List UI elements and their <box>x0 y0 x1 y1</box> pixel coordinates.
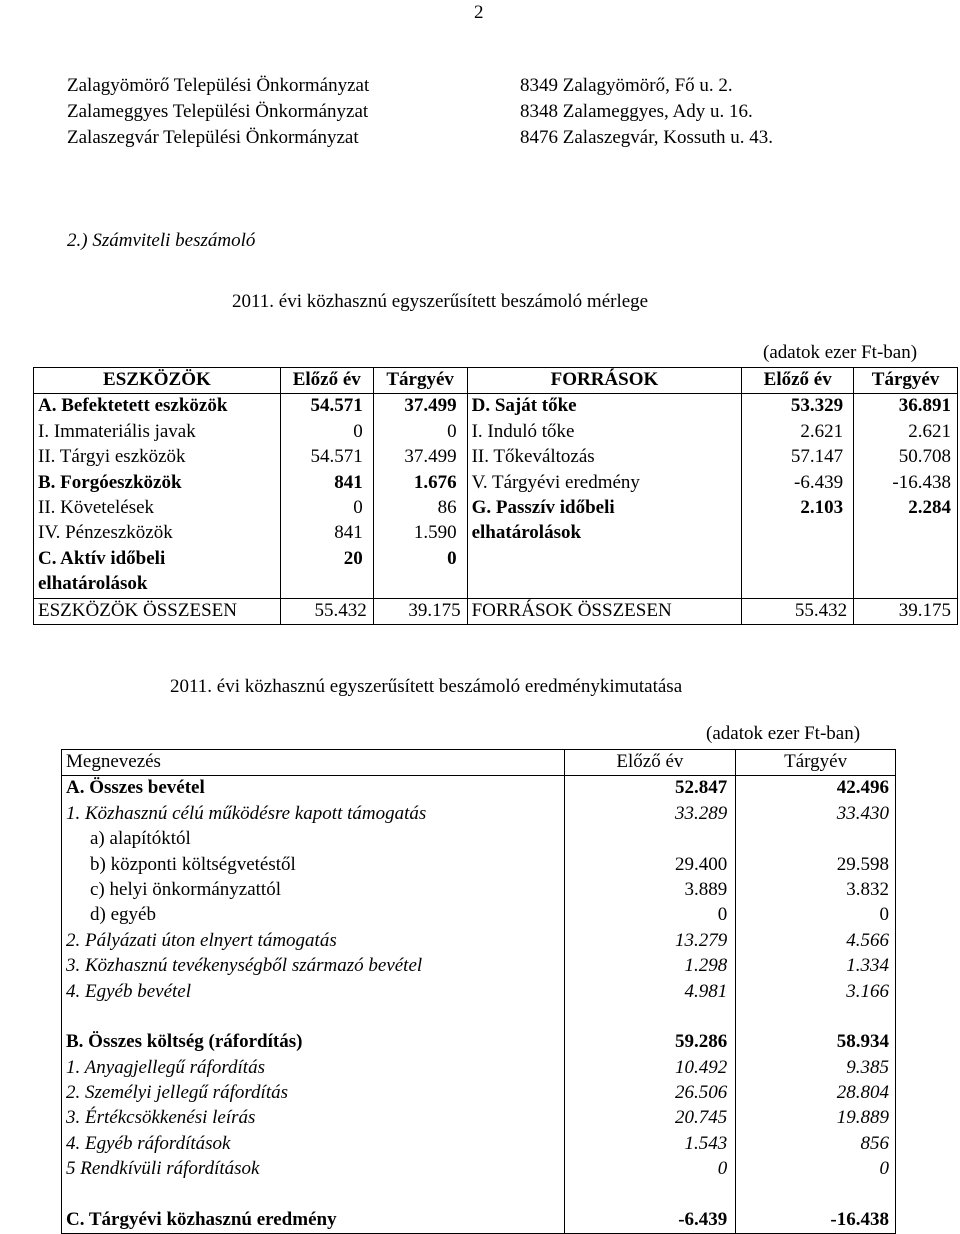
header-prev-year: Előző év <box>564 750 736 776</box>
liability-label: elhatárolások <box>467 521 742 546</box>
asset-curr <box>373 572 467 598</box>
asset-label: II. Tárgyi eszközök <box>34 445 281 470</box>
row-prev: 1.298 <box>564 954 736 979</box>
table-row <box>62 878 896 903</box>
header-liabilities: FORRÁSOK <box>467 368 742 394</box>
header-curr-year: Tárgyév <box>373 368 467 394</box>
row-curr: 33.430 <box>736 802 896 827</box>
row-prev: 20.745 <box>564 1106 736 1131</box>
header-prev-year: Előző év <box>742 368 854 394</box>
liability-curr: 50.708 <box>854 445 958 470</box>
row-curr <box>736 1005 896 1030</box>
asset-curr: 37.499 <box>373 445 467 470</box>
row-label: 3. Közhasznú tevékenységből származó bevétel <box>62 954 565 979</box>
row-prev: 52.847 <box>564 776 736 802</box>
row-curr: -16.438 <box>736 1208 896 1234</box>
liability-curr: -16.438 <box>854 471 958 496</box>
liability-curr <box>854 572 958 598</box>
row-curr: 19.889 <box>736 1106 896 1131</box>
row-prev: 33.289 <box>564 802 736 827</box>
address-name: Zalameggyes Települési Önkormányzat <box>67 101 369 122</box>
asset-curr: 86 <box>373 496 467 521</box>
row-prev: 0 <box>564 903 736 928</box>
asset-label: C. Aktív időbeli <box>34 547 281 572</box>
row-label: 3. Értékcsökkenési leírás <box>62 1106 565 1131</box>
header-curr-year: Tárgyév <box>854 368 958 394</box>
table-row <box>34 547 958 572</box>
income-statement-title: 2011. évi közhasznú egyszerűsített beszámoló eredménykimutatása <box>170 676 683 697</box>
header-curr-year: Tárgyév <box>736 750 896 776</box>
table-row <box>62 954 896 979</box>
income-statement-table <box>61 749 896 1234</box>
row-prev <box>564 1005 736 1030</box>
asset-label: IV. Pénzeszközök <box>34 521 281 546</box>
row-curr <box>736 1183 896 1208</box>
address-lines <box>520 73 773 151</box>
table-row <box>62 1157 896 1182</box>
row-curr: 9.385 <box>736 1056 896 1081</box>
address-line: 8476 Zalaszegvár, Kossuth u. 43. <box>520 127 774 148</box>
asset-label: II. Követelések <box>34 496 281 521</box>
asset-prev: 841 <box>280 521 373 546</box>
row-curr: 856 <box>736 1132 896 1157</box>
asset-prev: 0 <box>280 420 373 445</box>
liability-prev: 53.329 <box>742 394 854 420</box>
liabilities-total-curr: 39.175 <box>854 598 958 624</box>
address-name: Zalagyömörő Települési Önkormányzat <box>67 75 370 96</box>
liabilities-total-prev: 55.432 <box>742 598 854 624</box>
row-prev: 0 <box>564 1157 736 1182</box>
row-label: a) alapítóktól <box>62 827 565 852</box>
row-prev: 10.492 <box>564 1056 736 1081</box>
asset-label: A. Befektetett eszközök <box>34 394 281 420</box>
asset-prev: 54.571 <box>280 445 373 470</box>
liability-label: II. Tőkeváltozás <box>467 445 742 470</box>
row-prev: 13.279 <box>564 929 736 954</box>
liability-label: I. Induló tőke <box>467 420 742 445</box>
row-curr: 42.496 <box>736 776 896 802</box>
row-curr: 4.566 <box>736 929 896 954</box>
balance-sheet-unit-note: (adatok ezer Ft-ban) <box>763 342 918 363</box>
row-label <box>62 1183 565 1208</box>
liability-prev: 2.621 <box>742 420 854 445</box>
row-label: c) helyi önkormányzattól <box>62 878 565 903</box>
totals-row <box>34 598 958 624</box>
row-prev <box>564 827 736 852</box>
table-row <box>62 980 896 1005</box>
row-prev: 4.981 <box>564 980 736 1005</box>
row-prev: 1.543 <box>564 1132 736 1157</box>
table-row <box>62 1106 896 1131</box>
asset-prev: 20 <box>280 547 373 572</box>
asset-prev: 841 <box>280 471 373 496</box>
asset-label: B. Forgóeszközök <box>34 471 281 496</box>
liability-label: D. Saját tőke <box>467 394 742 420</box>
row-prev: 3.889 <box>564 878 736 903</box>
table-row <box>34 471 958 496</box>
liabilities-total-label: FORRÁSOK ÖSSZESEN <box>467 598 742 624</box>
header-name: Megnevezés <box>62 750 565 776</box>
liability-curr <box>854 547 958 572</box>
row-label: 1. Anyagjellegű ráfordítás <box>62 1056 565 1081</box>
asset-prev: 0 <box>280 496 373 521</box>
table-row <box>62 929 896 954</box>
table-row <box>62 1030 896 1055</box>
assets-total-prev: 55.432 <box>280 598 373 624</box>
liability-prev <box>742 572 854 598</box>
row-label: 2. Személyi jellegű ráfordítás <box>62 1081 565 1106</box>
address-name: Zalaszegvár Települési Önkormányzat <box>67 127 359 148</box>
balance-sheet-header-row <box>34 368 958 394</box>
table-row <box>62 827 896 852</box>
liability-curr: 2.621 <box>854 420 958 445</box>
asset-label: I. Immateriális javak <box>34 420 281 445</box>
income-statement-unit-note: (adatok ezer Ft-ban) <box>706 723 861 744</box>
liability-prev <box>742 547 854 572</box>
asset-curr: 1.676 <box>373 471 467 496</box>
row-curr: 3.832 <box>736 878 896 903</box>
liability-curr <box>854 521 958 546</box>
row-label: 5 Rendkívüli ráfordítások <box>62 1157 565 1182</box>
table-row <box>34 394 958 420</box>
liability-prev: -6.439 <box>742 471 854 496</box>
row-label <box>62 1005 565 1030</box>
liability-label <box>467 572 742 598</box>
table-row <box>34 420 958 445</box>
liability-curr: 36.891 <box>854 394 958 420</box>
table-row <box>62 903 896 928</box>
liability-prev: 2.103 <box>742 496 854 521</box>
table-row <box>62 802 896 827</box>
row-curr: 29.598 <box>736 853 896 878</box>
balance-sheet-table <box>33 367 958 625</box>
asset-label: elhatárolások <box>34 572 281 598</box>
table-row <box>34 445 958 470</box>
income-statement-header-row <box>62 750 896 776</box>
row-curr: 0 <box>736 1157 896 1182</box>
liability-curr: 2.284 <box>854 496 958 521</box>
row-label: 4. Egyéb bevétel <box>62 980 565 1005</box>
row-prev: 59.286 <box>564 1030 736 1055</box>
header-prev-year: Előző év <box>280 368 373 394</box>
row-label: 1. Közhasznú célú működésre kapott támogatás <box>62 802 565 827</box>
address-names <box>67 73 369 151</box>
header-assets: ESZKÖZÖK <box>34 368 281 394</box>
row-label: 4. Egyéb ráfordítások <box>62 1132 565 1157</box>
table-row <box>62 776 896 802</box>
liability-label <box>467 547 742 572</box>
table-row <box>62 1132 896 1157</box>
table-row <box>34 572 958 598</box>
asset-curr: 1.590 <box>373 521 467 546</box>
table-row <box>62 1208 896 1234</box>
asset-prev <box>280 572 373 598</box>
row-curr: 1.334 <box>736 954 896 979</box>
row-prev: 29.400 <box>564 853 736 878</box>
table-row <box>34 521 958 546</box>
liability-label: G. Passzív időbeli <box>467 496 742 521</box>
asset-prev: 54.571 <box>280 394 373 420</box>
row-label: d) egyéb <box>62 903 565 928</box>
row-prev: -6.439 <box>564 1208 736 1234</box>
assets-total-curr: 39.175 <box>373 598 467 624</box>
row-label: C. Tárgyévi közhasznú eredmény <box>62 1208 565 1234</box>
row-curr <box>736 827 896 852</box>
liability-prev <box>742 521 854 546</box>
row-label: b) központi költségvetéstől <box>62 853 565 878</box>
assets-total-label: ESZKÖZÖK ÖSSZESEN <box>34 598 281 624</box>
table-row <box>62 1005 896 1030</box>
row-curr: 3.166 <box>736 980 896 1005</box>
row-prev <box>564 1183 736 1208</box>
table-row <box>34 496 958 521</box>
row-curr: 28.804 <box>736 1081 896 1106</box>
liability-prev: 57.147 <box>742 445 854 470</box>
address-line: 8349 Zalagyömörő, Fő u. 2. <box>520 75 733 96</box>
table-row <box>62 1056 896 1081</box>
page-number: 2 <box>474 2 484 23</box>
row-label: A. Összes bevétel <box>62 776 565 802</box>
asset-curr: 37.499 <box>373 394 467 420</box>
row-label: 2. Pályázati úton elnyert támogatás <box>62 929 565 954</box>
liability-label: V. Tárgyévi eredmény <box>467 471 742 496</box>
row-label: B. Összes költség (ráfordítás) <box>62 1030 565 1055</box>
row-curr: 0 <box>736 903 896 928</box>
row-prev: 26.506 <box>564 1081 736 1106</box>
table-row <box>62 1183 896 1208</box>
row-curr: 58.934 <box>736 1030 896 1055</box>
table-row <box>62 1081 896 1106</box>
address-line: 8348 Zalameggyes, Ady u. 16. <box>520 101 753 122</box>
balance-sheet-title: 2011. évi közhasznú egyszerűsített beszámoló mérlege <box>232 291 649 312</box>
table-row <box>62 853 896 878</box>
section-heading: 2.) Számviteli beszámoló <box>67 230 256 251</box>
asset-curr: 0 <box>373 420 467 445</box>
asset-curr: 0 <box>373 547 467 572</box>
